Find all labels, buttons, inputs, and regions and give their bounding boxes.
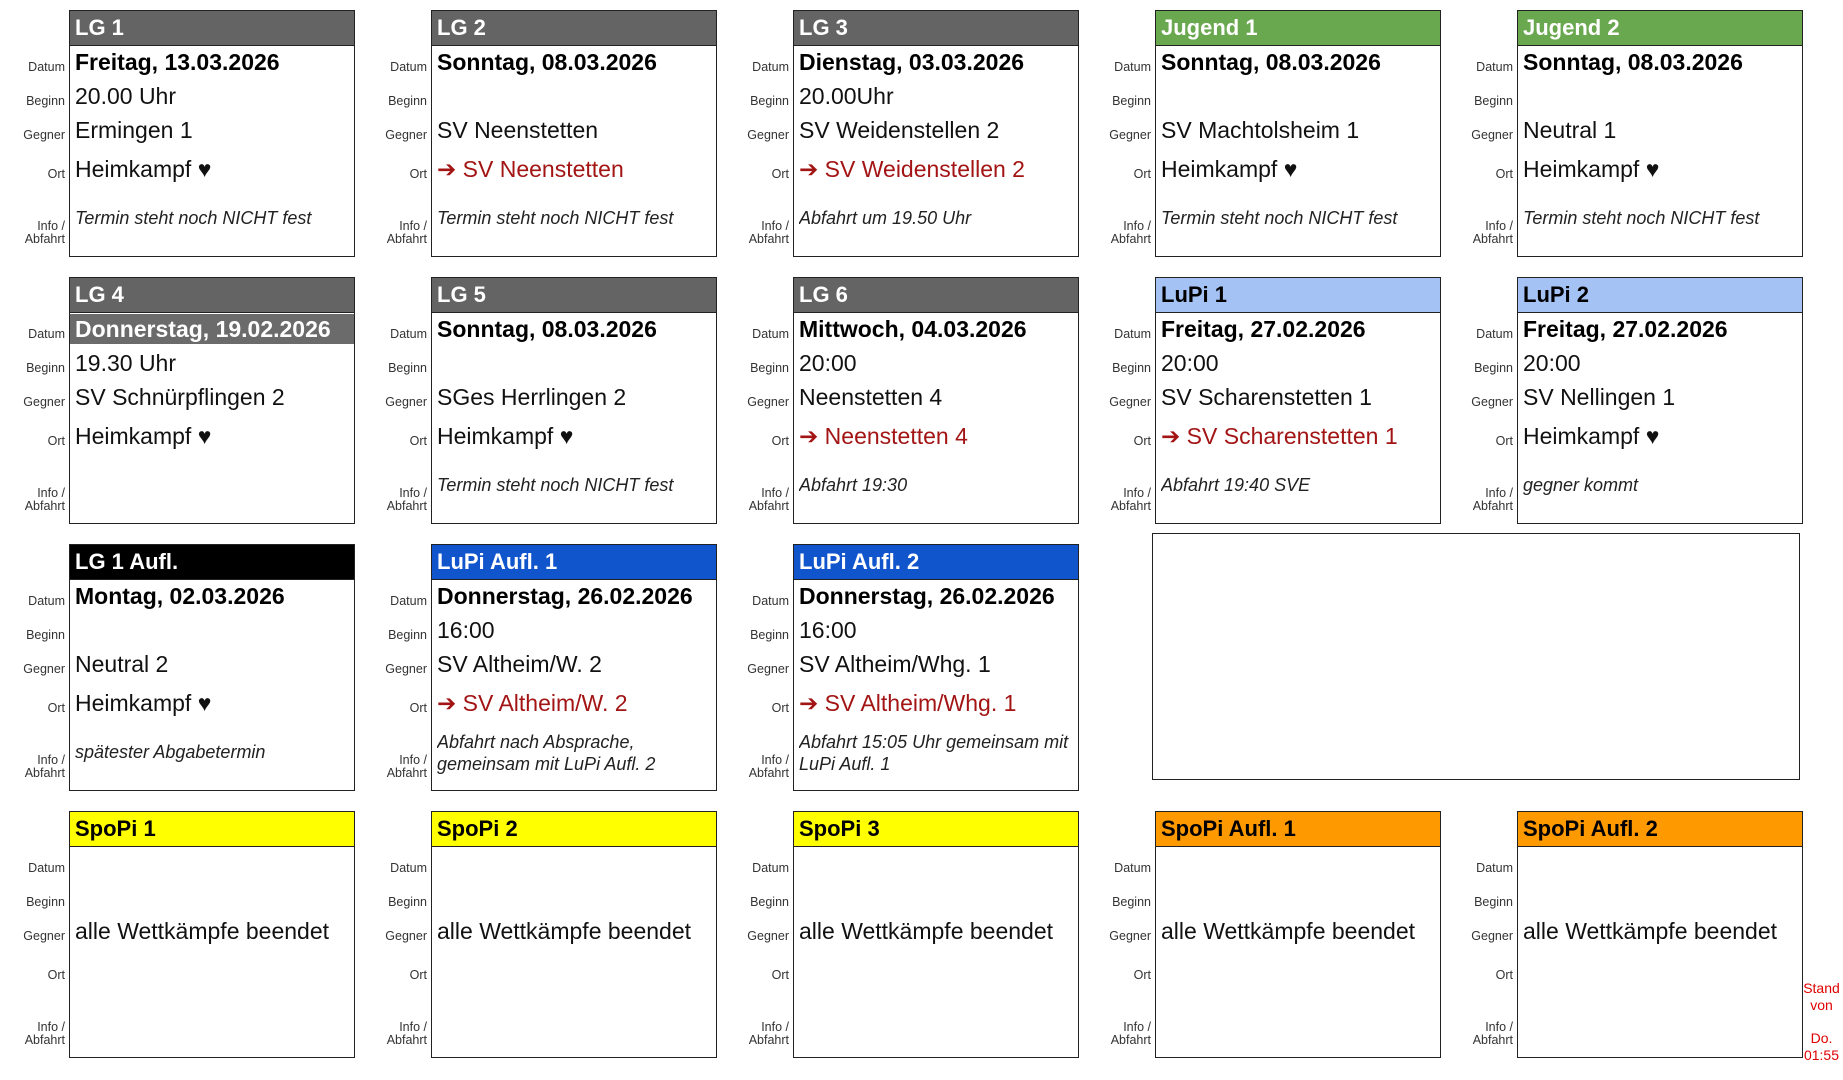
field-labels bbox=[1086, 277, 1155, 524]
label-beginn: Beginn bbox=[26, 628, 65, 642]
label-gegner: Gegner bbox=[1471, 929, 1513, 943]
label-datum: Datum bbox=[28, 861, 65, 875]
team-card bbox=[1155, 811, 1441, 1058]
team-name-header: LuPi 2 bbox=[1518, 278, 1802, 313]
label-gegner: Gegner bbox=[1471, 128, 1513, 142]
label-info: Info / bbox=[399, 486, 427, 500]
match-date: Freitag, 27.02.2026 bbox=[1161, 316, 1366, 342]
label-gegner: Gegner bbox=[747, 662, 789, 676]
team-name-header: LG 2 bbox=[432, 11, 716, 46]
label-info-abfahrt bbox=[387, 487, 427, 513]
team-name-header: LuPi Aufl. 2 bbox=[794, 545, 1078, 580]
label-datum: Datum bbox=[752, 60, 789, 74]
label-ort: Ort bbox=[1495, 167, 1513, 181]
label-gegner: Gegner bbox=[385, 395, 427, 409]
team-name-header: LG 3 bbox=[794, 11, 1078, 46]
label-datum: Datum bbox=[28, 327, 65, 341]
label-datum: Datum bbox=[1114, 60, 1151, 74]
team-cell bbox=[724, 544, 1079, 791]
field-labels bbox=[1086, 10, 1155, 257]
team-card bbox=[431, 811, 717, 1058]
label-beginn: Beginn bbox=[1474, 361, 1513, 375]
team-cell bbox=[724, 277, 1079, 524]
stand-clock: 01:55 bbox=[1803, 1047, 1840, 1063]
stand-von: von bbox=[1810, 997, 1833, 1013]
label-ort: Ort bbox=[771, 701, 789, 715]
team-name-header: SpoPi 1 bbox=[70, 812, 354, 847]
team-name-header: LG 4 bbox=[70, 278, 354, 313]
label-info-abfahrt bbox=[1473, 1021, 1513, 1047]
label-ort: Ort bbox=[47, 434, 65, 448]
location: ➔ SV Scharenstetten 1 bbox=[1161, 423, 1398, 449]
label-abfahrt: Abfahrt bbox=[1472, 499, 1513, 513]
label-abfahrt: Abfahrt bbox=[748, 499, 789, 513]
team-card bbox=[431, 544, 717, 791]
label-info: Info / bbox=[1485, 219, 1513, 233]
info-departure: Abfahrt 19:40 SVE bbox=[1161, 475, 1311, 495]
label-abfahrt: Abfahrt bbox=[1472, 1033, 1513, 1047]
field-labels bbox=[0, 544, 69, 791]
team-name-header: LG 5 bbox=[432, 278, 716, 313]
opponent: alle Wettkämpfe beendet bbox=[75, 918, 330, 944]
label-ort: Ort bbox=[409, 701, 427, 715]
label-info-abfahrt bbox=[749, 220, 789, 246]
label-info-abfahrt bbox=[25, 754, 65, 780]
label-abfahrt: Abfahrt bbox=[748, 1033, 789, 1047]
team-name-header: SpoPi 2 bbox=[432, 812, 716, 847]
info-departure: gegner kommt bbox=[1523, 475, 1639, 495]
label-info: Info / bbox=[761, 753, 789, 767]
label-datum: Datum bbox=[1114, 861, 1151, 875]
label-info: Info / bbox=[761, 486, 789, 500]
label-info: Info / bbox=[761, 219, 789, 233]
info-departure: Abfahrt nach Absprache, gemeinsam mit LuPi Aufl. 2 bbox=[437, 732, 656, 774]
location: Heimkampf ♥ bbox=[1523, 423, 1660, 449]
match-date: Sonntag, 08.03.2026 bbox=[1161, 49, 1381, 75]
label-datum: Datum bbox=[1476, 60, 1513, 74]
opponent: SV Altheim/W. 2 bbox=[437, 651, 602, 677]
label-info: Info / bbox=[399, 753, 427, 767]
match-time: 20:00 bbox=[799, 350, 857, 376]
team-card bbox=[793, 544, 1079, 791]
label-abfahrt: Abfahrt bbox=[1472, 232, 1513, 246]
field-labels bbox=[724, 277, 793, 524]
label-abfahrt: Abfahrt bbox=[748, 766, 789, 780]
label-info-abfahrt bbox=[1473, 220, 1513, 246]
field-labels bbox=[1448, 10, 1517, 257]
match-date: Mittwoch, 04.03.2026 bbox=[799, 316, 1027, 342]
label-info-abfahrt bbox=[387, 754, 427, 780]
opponent: Ermingen 1 bbox=[75, 117, 193, 143]
label-ort: Ort bbox=[1495, 968, 1513, 982]
match-time: 20.00Uhr bbox=[799, 83, 894, 109]
label-info-abfahrt bbox=[387, 220, 427, 246]
label-abfahrt: Abfahrt bbox=[1110, 232, 1151, 246]
label-beginn: Beginn bbox=[1112, 94, 1151, 108]
label-abfahrt: Abfahrt bbox=[386, 232, 427, 246]
team-name-header: LG 6 bbox=[794, 278, 1078, 313]
label-gegner: Gegner bbox=[23, 395, 65, 409]
label-datum: Datum bbox=[752, 861, 789, 875]
label-gegner: Gegner bbox=[385, 662, 427, 676]
label-datum: Datum bbox=[28, 60, 65, 74]
label-beginn: Beginn bbox=[26, 895, 65, 909]
label-abfahrt: Abfahrt bbox=[386, 499, 427, 513]
label-info: Info / bbox=[37, 219, 65, 233]
opponent: SV Neenstetten bbox=[437, 117, 599, 143]
field-labels bbox=[0, 277, 69, 524]
team-name-header: LuPi Aufl. 1 bbox=[432, 545, 716, 580]
label-info-abfahrt bbox=[749, 1021, 789, 1047]
label-info: Info / bbox=[1485, 486, 1513, 500]
label-datum: Datum bbox=[390, 861, 427, 875]
label-ort: Ort bbox=[1495, 434, 1513, 448]
team-cell bbox=[0, 544, 355, 791]
label-ort: Ort bbox=[47, 167, 65, 181]
stand-label: Stand bbox=[1803, 980, 1840, 996]
team-name-header: LuPi 1 bbox=[1156, 278, 1440, 313]
label-ort: Ort bbox=[47, 968, 65, 982]
label-beginn: Beginn bbox=[388, 361, 427, 375]
label-datum: Datum bbox=[752, 594, 789, 608]
team-name-header: Jugend 1 bbox=[1156, 11, 1440, 46]
label-datum: Datum bbox=[1476, 861, 1513, 875]
label-beginn: Beginn bbox=[750, 94, 789, 108]
opponent: Neenstetten 4 bbox=[799, 384, 943, 410]
team-card bbox=[1517, 811, 1803, 1058]
field-labels bbox=[1086, 811, 1155, 1058]
label-beginn: Beginn bbox=[750, 361, 789, 375]
label-info: Info / bbox=[761, 1020, 789, 1034]
team-cell bbox=[1448, 10, 1803, 257]
stand-timestamp bbox=[1800, 980, 1843, 1014]
label-abfahrt: Abfahrt bbox=[386, 766, 427, 780]
team-cell bbox=[362, 10, 717, 257]
label-info: Info / bbox=[37, 1020, 65, 1034]
info-departure: Abfahrt 19:30 bbox=[799, 475, 908, 495]
match-time: 20.00 Uhr bbox=[75, 83, 177, 109]
team-name-header: LG 1 Aufl. bbox=[70, 545, 354, 580]
label-ort: Ort bbox=[771, 434, 789, 448]
match-date: Sonntag, 08.03.2026 bbox=[437, 316, 657, 342]
match-date: Sonntag, 08.03.2026 bbox=[437, 49, 657, 75]
location: ➔ SV Weidenstellen 2 bbox=[799, 156, 1025, 182]
match-date: Freitag, 13.03.2026 bbox=[75, 49, 280, 75]
label-ort: Ort bbox=[47, 701, 65, 715]
team-card bbox=[69, 277, 355, 524]
team-card bbox=[1517, 277, 1803, 524]
info-departure: spätester Abgabetermin bbox=[75, 742, 266, 762]
label-datum: Datum bbox=[390, 594, 427, 608]
label-beginn: Beginn bbox=[388, 628, 427, 642]
location: ➔ SV Neenstetten bbox=[437, 156, 624, 182]
team-cell bbox=[0, 10, 355, 257]
label-info-abfahrt bbox=[1111, 1021, 1151, 1047]
opponent: SGes Herrlingen 2 bbox=[437, 384, 627, 410]
label-abfahrt: Abfahrt bbox=[24, 499, 65, 513]
match-date: Donnerstag, 26.02.2026 bbox=[799, 583, 1055, 609]
label-gegner: Gegner bbox=[1109, 395, 1151, 409]
label-ort: Ort bbox=[771, 167, 789, 181]
opponent: Neutral 2 bbox=[75, 651, 169, 677]
label-beginn: Beginn bbox=[1112, 895, 1151, 909]
match-date: Montag, 02.03.2026 bbox=[75, 583, 285, 609]
team-card bbox=[1517, 10, 1803, 257]
label-beginn: Beginn bbox=[1474, 94, 1513, 108]
team-cell bbox=[1448, 277, 1803, 524]
info-departure: Termin steht noch NICHT fest bbox=[1523, 208, 1760, 228]
team-cell bbox=[362, 544, 717, 791]
opponent: alle Wettkämpfe beendet bbox=[1523, 918, 1778, 944]
match-time: 16:00 bbox=[437, 617, 495, 643]
label-ort: Ort bbox=[409, 434, 427, 448]
team-cell bbox=[724, 10, 1079, 257]
label-datum: Datum bbox=[390, 327, 427, 341]
field-labels bbox=[0, 10, 69, 257]
empty-slot bbox=[1152, 533, 1800, 780]
label-beginn: Beginn bbox=[1474, 895, 1513, 909]
label-info-abfahrt bbox=[749, 487, 789, 513]
info-departure: Abfahrt um 19.50 Uhr bbox=[799, 208, 972, 228]
location: Heimkampf ♥ bbox=[75, 156, 212, 182]
label-info: Info / bbox=[37, 753, 65, 767]
match-time: 19.30 Uhr bbox=[75, 350, 177, 376]
label-gegner: Gegner bbox=[23, 128, 65, 142]
team-cell bbox=[724, 811, 1079, 1058]
location: Heimkampf ♥ bbox=[1161, 156, 1298, 182]
opponent: alle Wettkämpfe beendet bbox=[437, 918, 692, 944]
label-datum: Datum bbox=[1114, 327, 1151, 341]
label-abfahrt: Abfahrt bbox=[1110, 1033, 1151, 1047]
info-departure: Abfahrt 15:05 Uhr gemeinsam mit LuPi Aufl. 1 bbox=[799, 732, 1069, 774]
label-gegner: Gegner bbox=[747, 395, 789, 409]
label-ort: Ort bbox=[771, 968, 789, 982]
opponent: SV Machtolsheim 1 bbox=[1161, 117, 1360, 143]
info-departure: Termin steht noch NICHT fest bbox=[437, 208, 674, 228]
label-ort: Ort bbox=[1133, 968, 1151, 982]
team-card bbox=[431, 10, 717, 257]
label-info: Info / bbox=[1485, 1020, 1513, 1034]
team-card bbox=[1155, 277, 1441, 524]
stand-day: Do. bbox=[1810, 1030, 1833, 1046]
match-time: 20:00 bbox=[1523, 350, 1581, 376]
team-cell bbox=[1086, 10, 1441, 257]
label-datum: Datum bbox=[752, 327, 789, 341]
location: Heimkampf ♥ bbox=[1523, 156, 1660, 182]
label-abfahrt: Abfahrt bbox=[748, 232, 789, 246]
team-cell bbox=[1448, 811, 1803, 1058]
label-gegner: Gegner bbox=[23, 662, 65, 676]
label-ort: Ort bbox=[409, 167, 427, 181]
label-info-abfahrt bbox=[25, 1021, 65, 1047]
label-info-abfahrt bbox=[387, 1021, 427, 1047]
label-gegner: Gegner bbox=[1471, 395, 1513, 409]
label-gegner: Gegner bbox=[1109, 128, 1151, 142]
label-beginn: Beginn bbox=[388, 94, 427, 108]
location: Heimkampf ♥ bbox=[437, 423, 574, 449]
info-departure: Termin steht noch NICHT fest bbox=[75, 208, 312, 228]
match-date: Sonntag, 08.03.2026 bbox=[1523, 49, 1743, 75]
team-card bbox=[69, 811, 355, 1058]
opponent: SV Scharenstetten 1 bbox=[1161, 384, 1372, 410]
location: Heimkampf ♥ bbox=[75, 690, 212, 716]
label-abfahrt: Abfahrt bbox=[1110, 499, 1151, 513]
label-abfahrt: Abfahrt bbox=[24, 232, 65, 246]
location: ➔ SV Altheim/Whg. 1 bbox=[799, 690, 1017, 716]
stand-time bbox=[1800, 1030, 1843, 1064]
field-labels bbox=[1448, 277, 1517, 524]
label-info-abfahrt bbox=[25, 220, 65, 246]
field-labels bbox=[1448, 811, 1517, 1058]
match-date: Dienstag, 03.03.2026 bbox=[799, 49, 1025, 75]
team-cell bbox=[0, 811, 355, 1058]
team-card bbox=[431, 277, 717, 524]
team-name-header: SpoPi 3 bbox=[794, 812, 1078, 847]
label-datum: Datum bbox=[28, 594, 65, 608]
field-labels bbox=[724, 544, 793, 791]
label-beginn: Beginn bbox=[26, 94, 65, 108]
label-datum: Datum bbox=[390, 60, 427, 74]
label-beginn: Beginn bbox=[26, 361, 65, 375]
opponent: alle Wettkämpfe beendet bbox=[1161, 918, 1416, 944]
label-datum: Datum bbox=[1476, 327, 1513, 341]
match-date: Freitag, 27.02.2026 bbox=[1523, 316, 1728, 342]
field-labels bbox=[724, 10, 793, 257]
team-cell bbox=[362, 277, 717, 524]
label-ort: Ort bbox=[1133, 434, 1151, 448]
opponent: SV Nellingen 1 bbox=[1523, 384, 1676, 410]
match-time: 16:00 bbox=[799, 617, 857, 643]
label-gegner: Gegner bbox=[23, 929, 65, 943]
label-info: Info / bbox=[1123, 486, 1151, 500]
label-gegner: Gegner bbox=[385, 929, 427, 943]
opponent: SV Schnürpflingen 2 bbox=[75, 384, 285, 410]
label-beginn: Beginn bbox=[750, 628, 789, 642]
team-cell bbox=[362, 811, 717, 1058]
field-labels bbox=[0, 811, 69, 1058]
label-info-abfahrt bbox=[25, 487, 65, 513]
label-gegner: Gegner bbox=[385, 128, 427, 142]
label-gegner: Gegner bbox=[747, 128, 789, 142]
label-gegner: Gegner bbox=[747, 929, 789, 943]
label-info: Info / bbox=[399, 219, 427, 233]
field-labels bbox=[362, 277, 431, 524]
team-name-header: SpoPi Aufl. 1 bbox=[1156, 812, 1440, 847]
label-beginn: Beginn bbox=[388, 895, 427, 909]
team-cell bbox=[1086, 277, 1441, 524]
info-departure: Termin steht noch NICHT fest bbox=[437, 475, 674, 495]
team-name-header: SpoPi Aufl. 2 bbox=[1518, 812, 1802, 847]
label-ort: Ort bbox=[409, 968, 427, 982]
match-date: Donnerstag, 26.02.2026 bbox=[437, 583, 693, 609]
team-card bbox=[69, 544, 355, 791]
label-ort: Ort bbox=[1133, 167, 1151, 181]
label-info: Info / bbox=[1123, 1020, 1151, 1034]
label-beginn: Beginn bbox=[1112, 361, 1151, 375]
team-cell bbox=[1086, 811, 1441, 1058]
opponent: Neutral 1 bbox=[1523, 117, 1617, 143]
info-departure: Termin steht noch NICHT fest bbox=[1161, 208, 1398, 228]
opponent: SV Weidenstellen 2 bbox=[799, 117, 1000, 143]
team-card bbox=[793, 277, 1079, 524]
label-abfahrt: Abfahrt bbox=[24, 766, 65, 780]
location: Heimkampf ♥ bbox=[75, 423, 212, 449]
label-info-abfahrt bbox=[1111, 220, 1151, 246]
label-abfahrt: Abfahrt bbox=[24, 1033, 65, 1047]
label-info-abfahrt bbox=[749, 754, 789, 780]
opponent: alle Wettkämpfe beendet bbox=[799, 918, 1054, 944]
label-info-abfahrt bbox=[1473, 487, 1513, 513]
match-date: Donnerstag, 19.02.2026 bbox=[70, 314, 354, 344]
team-cell bbox=[0, 277, 355, 524]
field-labels bbox=[362, 544, 431, 791]
team-card bbox=[1155, 10, 1441, 257]
team-name-header: Jugend 2 bbox=[1518, 11, 1802, 46]
field-labels bbox=[724, 811, 793, 1058]
label-info: Info / bbox=[1123, 219, 1151, 233]
field-labels bbox=[362, 811, 431, 1058]
team-card bbox=[793, 811, 1079, 1058]
location: ➔ SV Altheim/W. 2 bbox=[437, 690, 628, 716]
team-card bbox=[69, 10, 355, 257]
team-name-header: LG 1 bbox=[70, 11, 354, 46]
opponent: SV Altheim/Whg. 1 bbox=[799, 651, 991, 677]
match-time: 20:00 bbox=[1161, 350, 1219, 376]
label-beginn: Beginn bbox=[750, 895, 789, 909]
label-info-abfahrt bbox=[1111, 487, 1151, 513]
field-labels bbox=[362, 10, 431, 257]
location: ➔ Neenstetten 4 bbox=[799, 423, 968, 449]
label-abfahrt: Abfahrt bbox=[386, 1033, 427, 1047]
label-info: Info / bbox=[37, 486, 65, 500]
team-card bbox=[793, 10, 1079, 257]
label-info: Info / bbox=[399, 1020, 427, 1034]
label-gegner: Gegner bbox=[1109, 929, 1151, 943]
